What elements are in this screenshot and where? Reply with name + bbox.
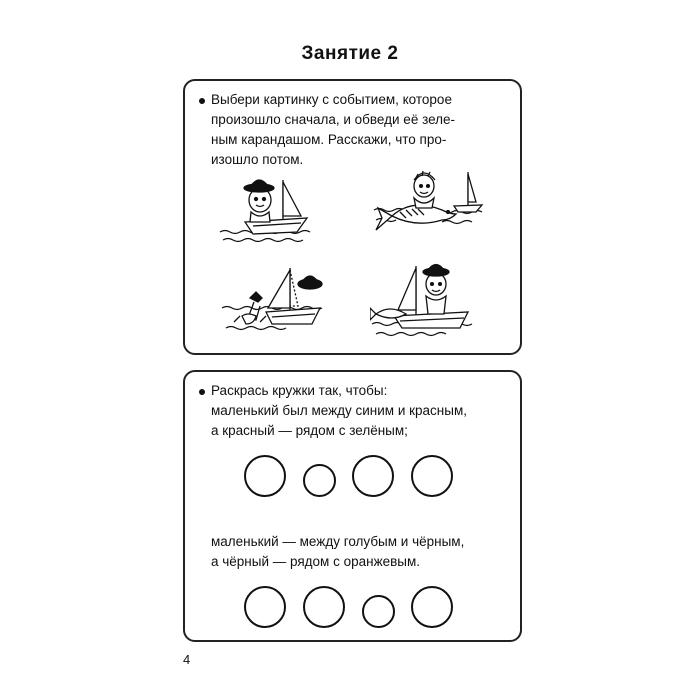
task2-line-2: маленький был между синим и красным, — [211, 403, 467, 418]
picture-kid-in-boat[interactable] — [215, 170, 315, 245]
task2-line-5: а чёрный — рядом с оранжевым. — [211, 554, 421, 569]
picture-kid-with-fish[interactable] — [370, 258, 482, 342]
circle-1-3[interactable] — [352, 455, 394, 497]
task1-line-1: Выбери картинку с событием, которое — [211, 92, 452, 107]
task2-line-3: а красный — рядом с зелёным; — [211, 423, 408, 438]
picture-kid-falling[interactable] — [220, 262, 330, 342]
bullet — [199, 389, 205, 395]
page-number: 4 — [183, 652, 191, 667]
task1-line-3: ным карандашом. Расскажи, что про- — [211, 132, 447, 147]
bullet — [199, 98, 205, 104]
picture-kid-on-fish[interactable] — [372, 168, 484, 246]
circle-2-1[interactable] — [244, 586, 286, 628]
circle-2-3-small[interactable] — [362, 595, 395, 628]
task2-line-1: Раскрась кружки так, чтобы: — [211, 383, 388, 398]
circle-1-1[interactable] — [244, 455, 286, 497]
page-title: Занятие 2 — [301, 43, 399, 64]
circle-1-2-small[interactable] — [303, 464, 336, 497]
circle-2-2[interactable] — [303, 586, 345, 628]
task1-line-2: произошло сначала, и обведи её зеле- — [211, 112, 456, 127]
circle-2-4[interactable] — [411, 586, 453, 628]
circle-1-4[interactable] — [411, 455, 453, 497]
task2-line-4: маленький — между голубым и чёрным, — [211, 534, 465, 549]
task1-line-4: изошло потом. — [211, 152, 304, 167]
